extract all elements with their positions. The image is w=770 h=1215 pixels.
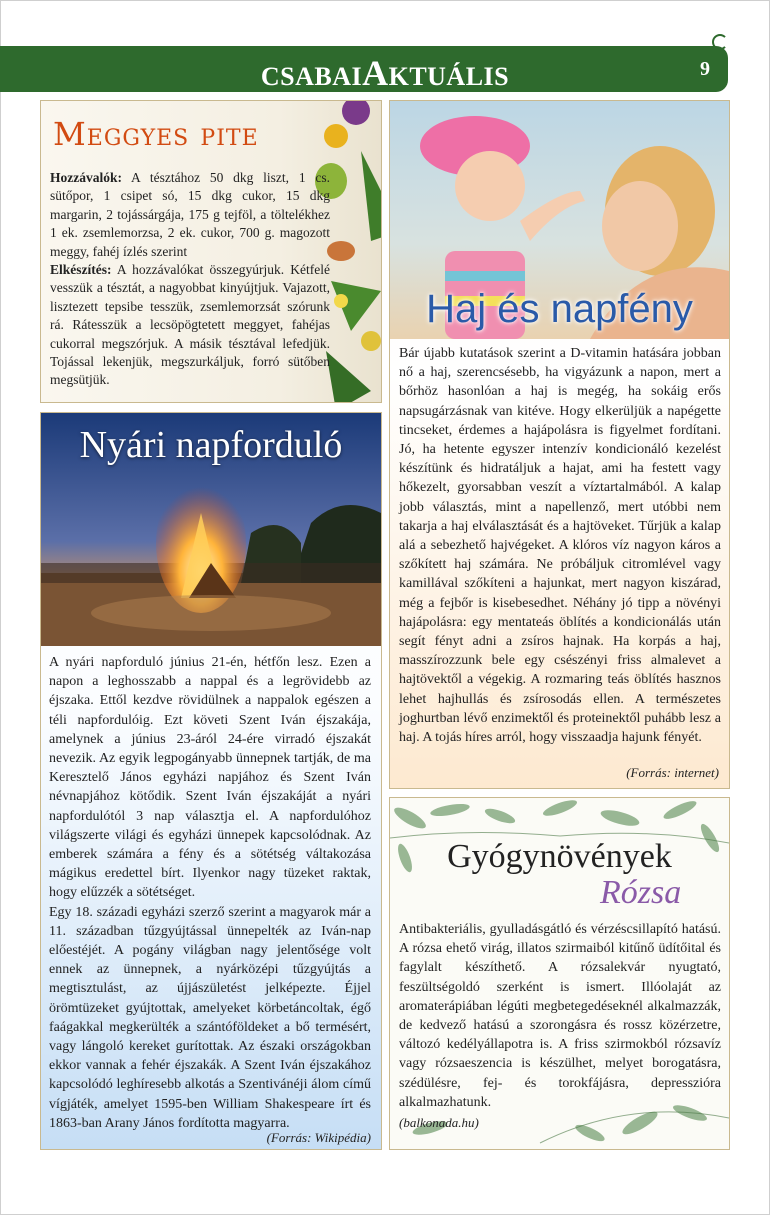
hair-text: Bár újabb kutatások szerint a D-vitamin hatására jobban nő a haj, szerencsésebb, ha vigyázunk a napon, mert a bőrhöz hasonlóan a haj is megég, ha sokáig erős napsugárzásnak van kitéve. Hogy elkerüljük a napégette tincseket, érdemes a hajápolásra is figyelmet fordítani. Jó, ha hetente egyszer intenzív kondicionáló kezelést készítünk és hidratáljuk a hajat, ami ha festett vagy hőkezelt, gyorsabban veszít a víztartalmából. A kalap jobb választás, mint a napellenző, mert utóbbi nem takarja a haj elválasztását és a hajtöveket. Tűrjük a kalap alá a sebezhető hajvégeket. A klóros víz nagyon káros a szőkített haj számára. Ne próbáljuk citromlével vagy kamillával szőkíteni a hajunkat, mert nagyon kiszárad, még a fejbőr is kisebesedhet. Néhány jó tipp a növényi hajápolásra: egy mentateás öblítés a kondicionálás után segít fényt adni a zsíros hajnak. Ha korpás a haj, masszírozzunk bele egy csészényi friss almalevet a hajtövektől a végekig. A rozmaring teás öblítés hasznos lehet hajhullás és zsírosodás ellen. A természetes joghurtban lévő enzimektől és proteinektől puhább lesz a haj. A tojás híres arról, hogy visszaadja hajunk fényét. bbox=[399, 346, 721, 746]
herbs-source: (balkonada.hu) bbox=[399, 1115, 479, 1130]
method-text: A hozzávalókat összegyúrjuk. Kétfelé vesszük a tésztát, a nagyobbat kinyújtjuk. Vajazott, lisztezett tepsibe tesszük, zsemlemorzsát szórunk rá. Rátesszük a lecsöpögtetett meggyet, fahéjas cukorral megszórjuk. A másik tésztával lefedjük. Tojással lekenjük, megszurkáljuk, forró sütőben megsütjük. bbox=[50, 262, 330, 388]
title-part-3: KTUÁLIS bbox=[388, 62, 510, 91]
ingredients-text: A tésztához 50 dkg liszt, 1 cs. sütőpor, 1 csipet só, 15 dkg cukor, 15 dkg margarin, 2 tojássárgája, 175 g tejföl, a töltelékhez 1 ek. zsemlemorzsa, 2 ek. cukor, 700 g. magozott meggy, fahéj ízlés szerint bbox=[50, 170, 330, 259]
method-label: Elkészítés: bbox=[50, 262, 112, 278]
recipe-text bbox=[50, 169, 330, 390]
herbs-article bbox=[389, 797, 730, 1150]
hair-article bbox=[389, 100, 730, 789]
herbs-text: Antibakteriális, gyulladásgátló és vérzéscsillapító hatású. A rózsa ehető virág, illatos szirmaiból kitűnő üdítőital és fagylalt készíthető. A rózsalekvár nyugtató, feszültségoldó szerként is ismert. Illóolaját az aromaterápiában légúti megbetegedéseknél alkalmazzák, de kedvező hatású a szorongásra és rossz közérzetre, változó kedélyállapotra is. A friss szirmokból rózsavíz vagy rózsaeszencia is készülhet, melyet borogatásra, szédülésre, fej- és torokfájásra, depresszióra alkalmazhatunk. bbox=[399, 922, 721, 1110]
solstice-title: Nyári napforduló bbox=[79, 424, 343, 466]
magazine-title bbox=[0, 52, 770, 94]
solstice-source: (Forrás: Wikipédia) bbox=[266, 1130, 371, 1145]
recipe-title: Meggyes pite bbox=[53, 115, 259, 153]
title-part-1: CSABAI bbox=[260, 62, 363, 91]
solstice-text bbox=[49, 653, 371, 1133]
solstice-article bbox=[40, 412, 382, 1150]
ingredients-label: Hozzávalók: bbox=[50, 170, 122, 185]
herbs-title: Gyógynövények bbox=[447, 838, 672, 875]
page-number: 9 bbox=[700, 58, 710, 80]
herbs-subtitle: Rózsa bbox=[600, 874, 682, 911]
title-part-2: A bbox=[362, 53, 389, 93]
solstice-paragraph-2: Egy 18. századi egyházi szerző szerint a magyarok már a 11. században tűzgyújtással ünnepelték az Iván-nap előestéjét. A pogány világban nagy jelentősége volt ennek az ünnepnek, a nyárközépi tűzgyújtás a megtisztulást, az újjászületést jelképezte. Éjjel örömtüzeket gyújtottak, amelyeket körbetáncoltak, égő faágakkal megkerülték a szántóföldeket a bő termésért, vagy lángoló kereket gurítottak. Az északi országokban ekkor vannak a fehér éjszakák. A Szent Iván éjszakához kapcsolódó leghíresebb alkotás a Szentivánéji álom című vígjáték, amelyet 1595-ben William Shakespeare írt és 1863-ban Arany János fordította magyarra. bbox=[49, 904, 371, 1131]
solstice-paragraph-1: A nyári napforduló június 21-én, hétfőn lesz. Ezen a napon a leghosszabb a nappal és a legrövidebb az éjszaka. Ettől kezdve rövidülnek a nappalok egészen a téli napfordulóig. Ezt követi Szent Iván éjszakája, amelynek a június 23-áról 24-ére virradó éjszakát nevezik. Az egyik legpogányabb ünnepnek tartják, de ma Keresztelő János egyházi napjához és Szent Iván névnapjához kötődik. Szent Iván éjszakáját a nyári napfordulótól 3 nap választja el. A napfordulóhoz világszerte világi és egyházi ünnepek kapcsolódnak. Az emberek számára a fény és a sötétség váltakozása mágikus eredettel bírt. Ilyenkor nagy tüzeket raktak, hogy elűzzék a sötétséget. bbox=[49, 655, 371, 901]
recipe-box bbox=[40, 100, 382, 403]
hair-title: Haj és napfény bbox=[426, 287, 693, 331]
hair-source: (Forrás: internet) bbox=[626, 765, 719, 780]
